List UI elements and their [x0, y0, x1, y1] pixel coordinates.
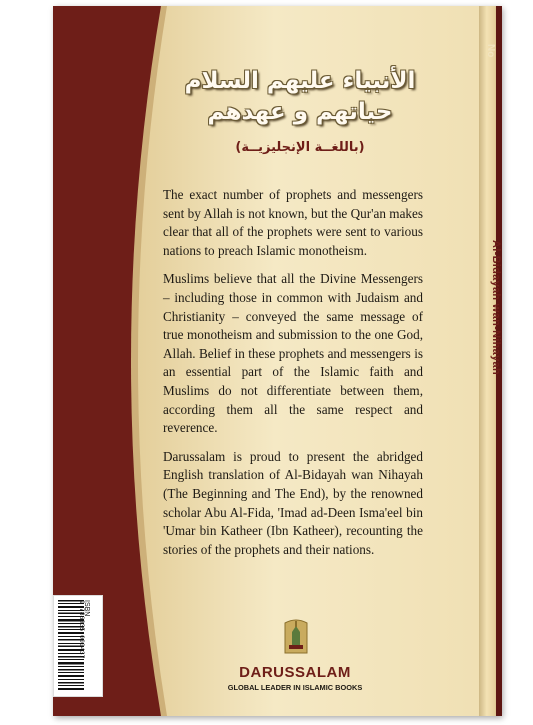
spine-title-text: Al-Bidayah wan-Nihayah	[490, 240, 502, 375]
blurb	[163, 186, 423, 569]
darussalam-logo-icon	[283, 617, 309, 655]
arabic-title-line2: حياتهم و عهدهم	[207, 99, 393, 125]
isbn-barcode	[53, 595, 103, 697]
arabic-subtitle: (باللغــة الإنجليزيــة)	[235, 140, 365, 155]
publisher-tagline: GLOBAL LEADER IN ISLAMIC BOOKS	[227, 683, 363, 692]
arabic-title-line1: الأنبياء عليهم السلام	[184, 68, 416, 94]
isbn-number: 9 786035 000437	[78, 600, 85, 659]
spine-title	[488, 240, 502, 540]
spine-top-text: No	[485, 44, 496, 58]
blurb-paragraph-3: Darussalam is proud to present the abridged English translation of Al-Bidayah wan Nihayah (The Beginning and The End), by the renowned scholar Abu Al-Fida, 'Imad ad-Deen Isma'eel bin 'Umar bin Katheer (Ibn Katheer), recounting the stories of the prophets and their nations.	[163, 448, 423, 557]
arabic-title	[170, 66, 430, 128]
publisher-name: DARUSSALAM	[239, 664, 351, 681]
isbn-label: ISBN	[83, 600, 90, 617]
blurb-paragraph-1: The exact number of prophets and messengers sent by Allah is not known, but the Qur'an makes clear that all of the prophets were sent to various nations to preach Islamic monotheism.	[163, 187, 423, 258]
blurb-paragraph-2: Muslims believe that all the Divine Messengers – including those in common with Judaism and Christianity – conveyed the same message of true monotheism and submission to the one God, Allah. Belief in these prophets and messengers is an essential part of the Islamic faith and Muslims do not differentiate between them, according them all the same respect and reverence.	[163, 271, 423, 436]
